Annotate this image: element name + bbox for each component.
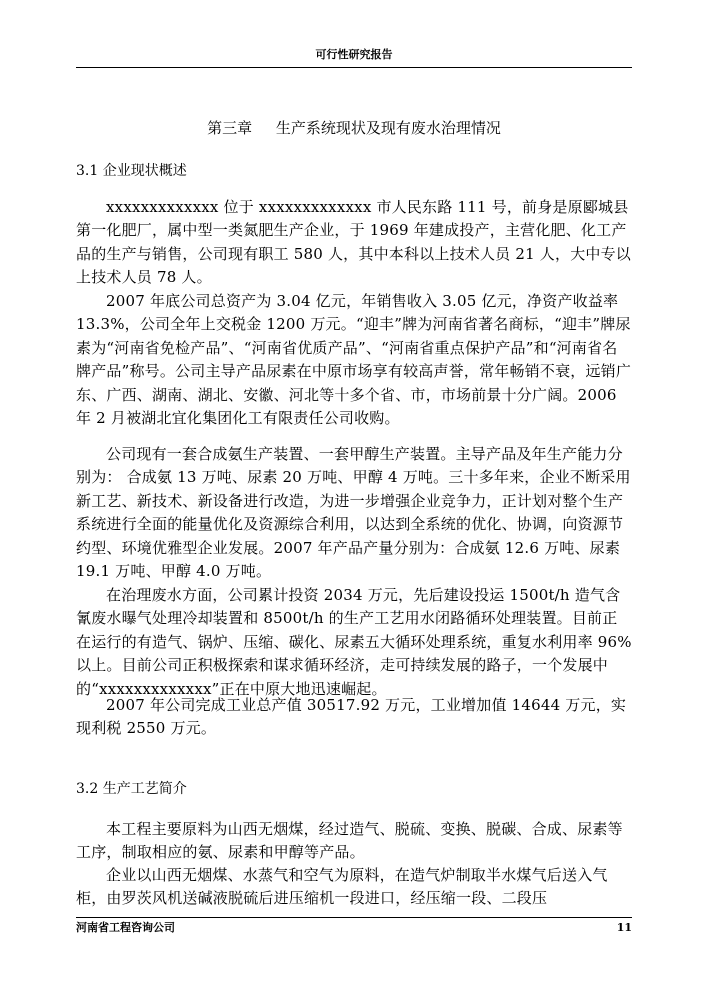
paragraph: 公司现有一套合成氨生产装置、一套甲醇生产装置。主导产品及年生产能力分别为： 合成氨 13 万吨、尿素 20 万吨、甲醇 4 万吨。三十多年来，企业不断采用新工艺、新技术、新设备进行改造，为进一步增强企业竞争力，正计划对整个生产系统进行全面的能量优化及资源综合利用，以达到全系统的优化、协调，向资源节约型、环境优雅型企业发展。2007 年产品产量分别为：合成氨 12.6 万吨、尿素 19.1 万吨、甲醇 4.0 万吨。 bbox=[76, 445, 631, 581]
paragraph: 在治理废水方面，公司累计投资 2034 万元，先后建设投运 1500t/h 造气含氰废水曝气处理冷却装置和 8500t/h 的生产工艺用水闭路循环处理装置。目前正在运行的有造气、锅炉、压缩、碳化、尿素五大循环处理系统，重复水利用率 96%以上。目前公司正积极探索和谋求循环经济，走可持续发展的路子，一个发展中的“xxxxxxxxxxxxx”正在中原大地迅速崛起。 bbox=[76, 586, 632, 698]
section-heading-3-2: 3.2 生产工艺简介 bbox=[76, 781, 187, 797]
page-number: 11 bbox=[616, 921, 632, 934]
paragraph: xxxxxxxxxxxxx 位于 xxxxxxxxxxxxx 市人民东路 111 号，前身是原郾城县第一化肥厂，属中型一类氮肥生产企业，于 1969 年建成投产，主营化肥、化工产品的生产与销售，公司现有职工 580 人，其中本科以上技术人员 21 人，大中专以上技术人员 78 人。 bbox=[76, 198, 631, 287]
paragraph: 2007 年底公司总资产为 3.04 亿元，年销售收入 3.05 亿元，净资产收益率 13.3%，公司全年上交税金 1200 万元。“迎丰”牌为河南省著名商标，“迎丰”牌尿素为“河南省免检产品”、“河南省优质产品”、“河南省重点保护产品”和“河南省名牌产品”称号。公司主导产品尿素在中原市场享有较高声誉，常年畅销不衰，远销广东、广西、湖南、湖北、安徽、河北等十多个省、市，市场前景十分广阔。2006 年 2 月被湖北宜化集团化工有限责任公司收购。 bbox=[76, 292, 632, 428]
header-divider bbox=[76, 67, 632, 68]
paragraph: 本工程主要原料为山西无烟煤，经过造气、脱硫、变换、脱碳、合成、尿素等工序，制取相应的氨、尿素和甲醇等产品。 bbox=[76, 820, 623, 862]
section-heading-3-1: 3.1 企业现状概述 bbox=[76, 163, 187, 179]
chapter-title: 第三章 生产系统现状及现有废水治理情况 bbox=[207, 119, 501, 137]
paragraph: 企业以山西无烟煤、水蒸气和空气为原料，在造气炉制取半水煤气后送入气柜，由罗茨风机送碱液脱硫后进压缩机一段进口，经压缩一段、二段压 bbox=[76, 866, 608, 908]
footer-company: 河南省工程咨询公司 bbox=[76, 921, 175, 934]
running-header: 可行性研究报告 bbox=[315, 48, 393, 61]
footer-divider bbox=[76, 917, 632, 918]
paragraph: 2007 年公司完成工业总产值 30517.92 万元，工业增加值 14644 万元，实现利税 2550 万元。 bbox=[76, 696, 627, 738]
